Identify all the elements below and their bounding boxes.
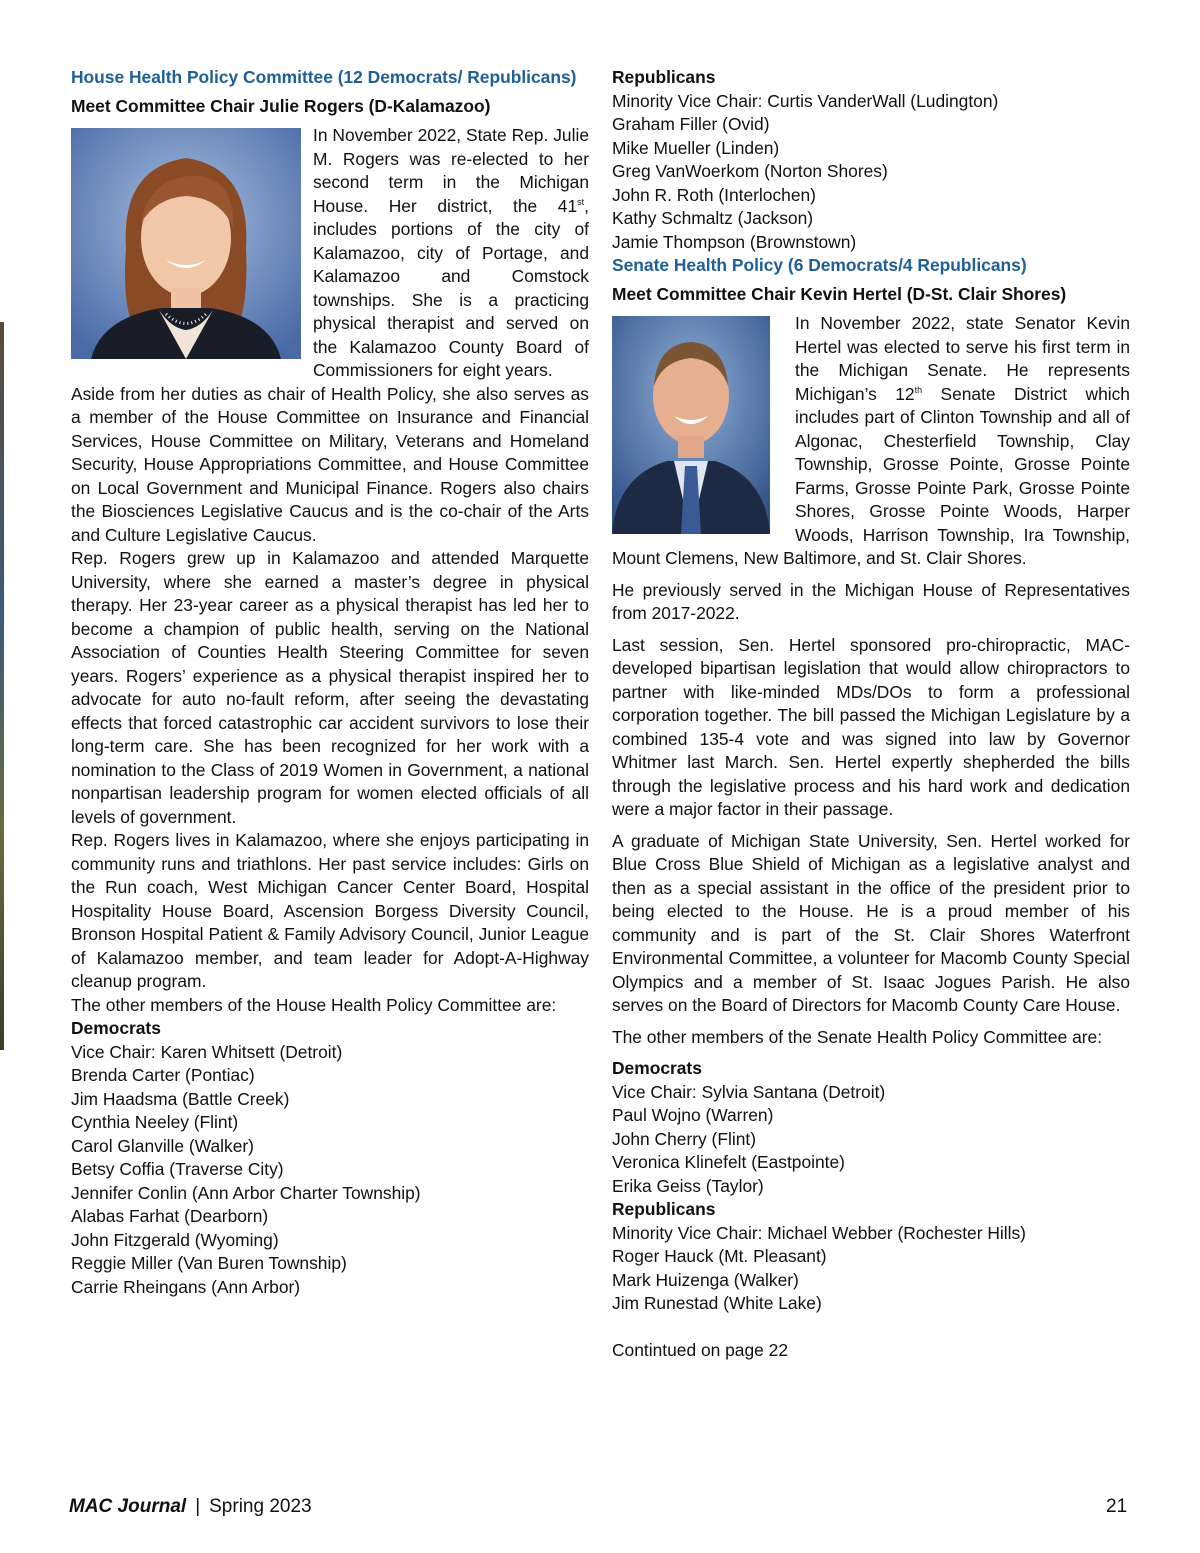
rogers-bio-text-cont: , includes portions of the city of Kalamazoo, city of Portage, and Kalamazoo and Comstock townships. She is a practicing physical therapist and served on the Kalamazoo County Board of Commissioners for eight years. [313,195,589,380]
list-item: Cynthia Neeley (Flint) [71,1112,239,1132]
house-republicans-list [612,90,1130,255]
page-number: 21 [1106,1496,1128,1517]
house-democrats-label: Democrats [71,1018,161,1038]
list-item: John R. Roth (Interlochen) [612,184,816,205]
rogers-bio-paragraph-4: Rep. Rogers lives in Kalamazoo, where she enjoys participating in community runs and triathlons. Her past service includes: Girls on the Run coach, West Michigan Cancer Center Board, Hospital Hospitality House Board, Ascension Borgess Diversity Council, Bronson Hospital Patient & Family Advisory Council, Junior League of Kalamazoo member, and team leader for Adopt-A-Highway cleanup program. [71,830,589,991]
senate-republicans-label: Republicans [612,1199,716,1219]
house-committee-heading: House Health Policy Committee (12 Democrats/ Republicans) [71,67,577,87]
list-item: Jennifer Conlin (Ann Arbor Charter Township) [71,1182,421,1203]
senate-democrats-list [612,1081,1130,1199]
rogers-bio-paragraph-3: Rep. Rogers grew up in Kalamazoo and attended Marquette University, where she earned a master’s degree in physical therapy. Her 23-year career as a physical therapist has led her to become a champion of public health, serving on the National Association of Counties Health Steering Committee for seven years. Rogers’ experience as a physical therapist inspired her to advocate for auto no-fault reform, after seeing the devastating effects that forced catastrophic car accident survivors to lose their long-term care. She has been recognized for her work with a nomination to the Class of 2019 Women in Government, a national nonpartisan leadership program for women elected officials of all levels of government. [71,548,589,827]
right-column [612,66,1130,1362]
julie-rogers-portrait [71,128,301,359]
hertel-bio-text: In November 2022, state Senator Kevin Hertel was elected to serve his first term in the Michigan Senate. He represents Michigan’s 12 [795,313,1130,404]
senate-committee-heading: Senate Health Policy (6 Democrats/4 Republicans) [612,255,1027,275]
list-item: Carrie Rheingans (Ann Arbor) [71,1276,301,1297]
list-item: Vice Chair: Karen Whitsett (Detroit) [71,1041,343,1062]
list-item: Vice Chair: Sylvia Santana (Detroit) [612,1081,886,1102]
list-item: Brenda Carter (Pontiac) [71,1065,255,1085]
rogers-bio-paragraph-2: Aside from her duties as chair of Health Policy, she also serves as a member of the House Committee on Insurance and Financial Services, House Committee on Military, Veterans and Homeland Security, House Appropriations Committee, and House Committee on Local Government and Municipal Finance. Rogers also chairs the Biosciences Legislative Caucus and is the co-chair of the Arts and Culture Legislative Caucus. [71,383,589,545]
hertel-bio-paragraph-2: He previously served in the Michigan House of Representatives from 2017-2022. [612,579,1130,623]
hertel-bio-paragraph-4: A graduate of Michigan State University, Sen. Hertel worked for Blue Cross Blue Shield of Michigan as a legislative analyst and then as a special assistant in the office of the president prior to being elected to the House. He is a proud member of his community and is part of the St. Clair Shores Waterfront Environmental Committee, a volunteer for Macomb County Special Olympics and a member of St. Isaac Jogues Parish. He also serves on the Board of Directors for Macomb County Care House. [612,830,1130,1015]
hertel-bio-text-cont: Senate District which includes part of Clinton Township and all of Algonac, Chesterfield Township, Clay Township, Grosse Pointe, Grosse Pointe Farms, Grosse Pointe Park, Grosse Pointe Shores, Grosse Pointe Woods, Harper Woods, Harrison Township, Ira Township, Mount Clemens, New Baltimore, and St. Clair Shores. [612,383,1130,568]
magazine-title: MAC Journal [69,1496,187,1517]
list-item: Mark Huizenga (Walker) [612,1269,799,1290]
list-item: Paul Wojno (Warren) [612,1105,774,1125]
continued-note: Contintued on page 22 [612,1339,788,1360]
hertel-bio-paragraph-5: The other members of the Senate Health Policy Committee are: [612,1026,1103,1047]
kevin-hertel-portrait [612,316,770,534]
house-democrats-list [71,1041,589,1300]
list-item: Erika Geiss (Taylor) [612,1175,764,1196]
list-item: John Fitzgerald (Wyoming) [71,1229,279,1250]
house-republicans-label: Republicans [612,67,716,87]
list-item: Reggie Miller (Van Buren Township) [71,1253,347,1273]
list-item: Veronica Klinefelt (Eastpointe) [612,1152,845,1172]
list-item: Roger Hauck (Mt. Pleasant) [612,1246,827,1266]
list-item: Minority Vice Chair: Michael Webber (Rochester Hills) [612,1222,1026,1243]
hertel-bio-paragraph-3: Last session, Sen. Hertel sponsored pro-chiropractic, MAC-developed bipartisan legislation that would allow chiropractors to partner with like-minded MDs/DOs to form a professional corporation together. The bill passed the Michigan Legislature by a combined 135-4 vote and was signed into law by Governor Whitmer last March. Sen. Hertel expertly shepherded the bills through the legislative process and his hard work and dedication were a major factor in their passage. [612,634,1130,819]
senate-democrats-label: Democrats [612,1058,702,1078]
ordinal-suffix: st [577,196,585,207]
page-footer [69,1496,312,1518]
list-item: Graham Filler (Ovid) [612,114,770,134]
issue-date: Spring 2023 [209,1496,312,1517]
left-column [71,66,589,1299]
ordinal-suffix: th [914,384,923,395]
list-item: Kathy Schmaltz (Jackson) [612,208,814,228]
list-item: Minority Vice Chair: Curtis VanderWall (Ludington) [612,90,999,111]
list-item: John Cherry (Flint) [612,1128,756,1149]
list-item: Alabas Farhat (Dearborn) [71,1206,269,1226]
list-item: Jamie Thompson (Brownstown) [612,231,857,252]
list-item: Jim Haadsma (Battle Creek) [71,1088,290,1109]
list-item: Betsy Coffia (Traverse City) [71,1159,284,1179]
list-item: Mike Mueller (Linden) [612,137,780,158]
list-item: Carol Glanville (Walker) [71,1135,254,1156]
senate-republicans-list [612,1222,1130,1316]
house-chair-heading: Meet Committee Chair Julie Rogers (D-Kalamazoo) [71,96,491,116]
footer-separator: | [195,1496,201,1517]
senate-chair-heading: Meet Committee Chair Kevin Hertel (D-St. Clair Shores) [612,284,1067,304]
list-item: Jim Runestad (White Lake) [612,1293,822,1313]
rogers-bio-text: In November 2022, State Rep. Julie M. Rogers was re-elected to her second term in the Michigan House. Her district, the 41 [313,125,589,216]
rogers-bio-paragraph-5: The other members of the House Health Policy Committee are: [71,994,557,1015]
list-item: Greg VanWoerkom (Norton Shores) [612,161,888,181]
page-edge-strip [0,322,4,1050]
